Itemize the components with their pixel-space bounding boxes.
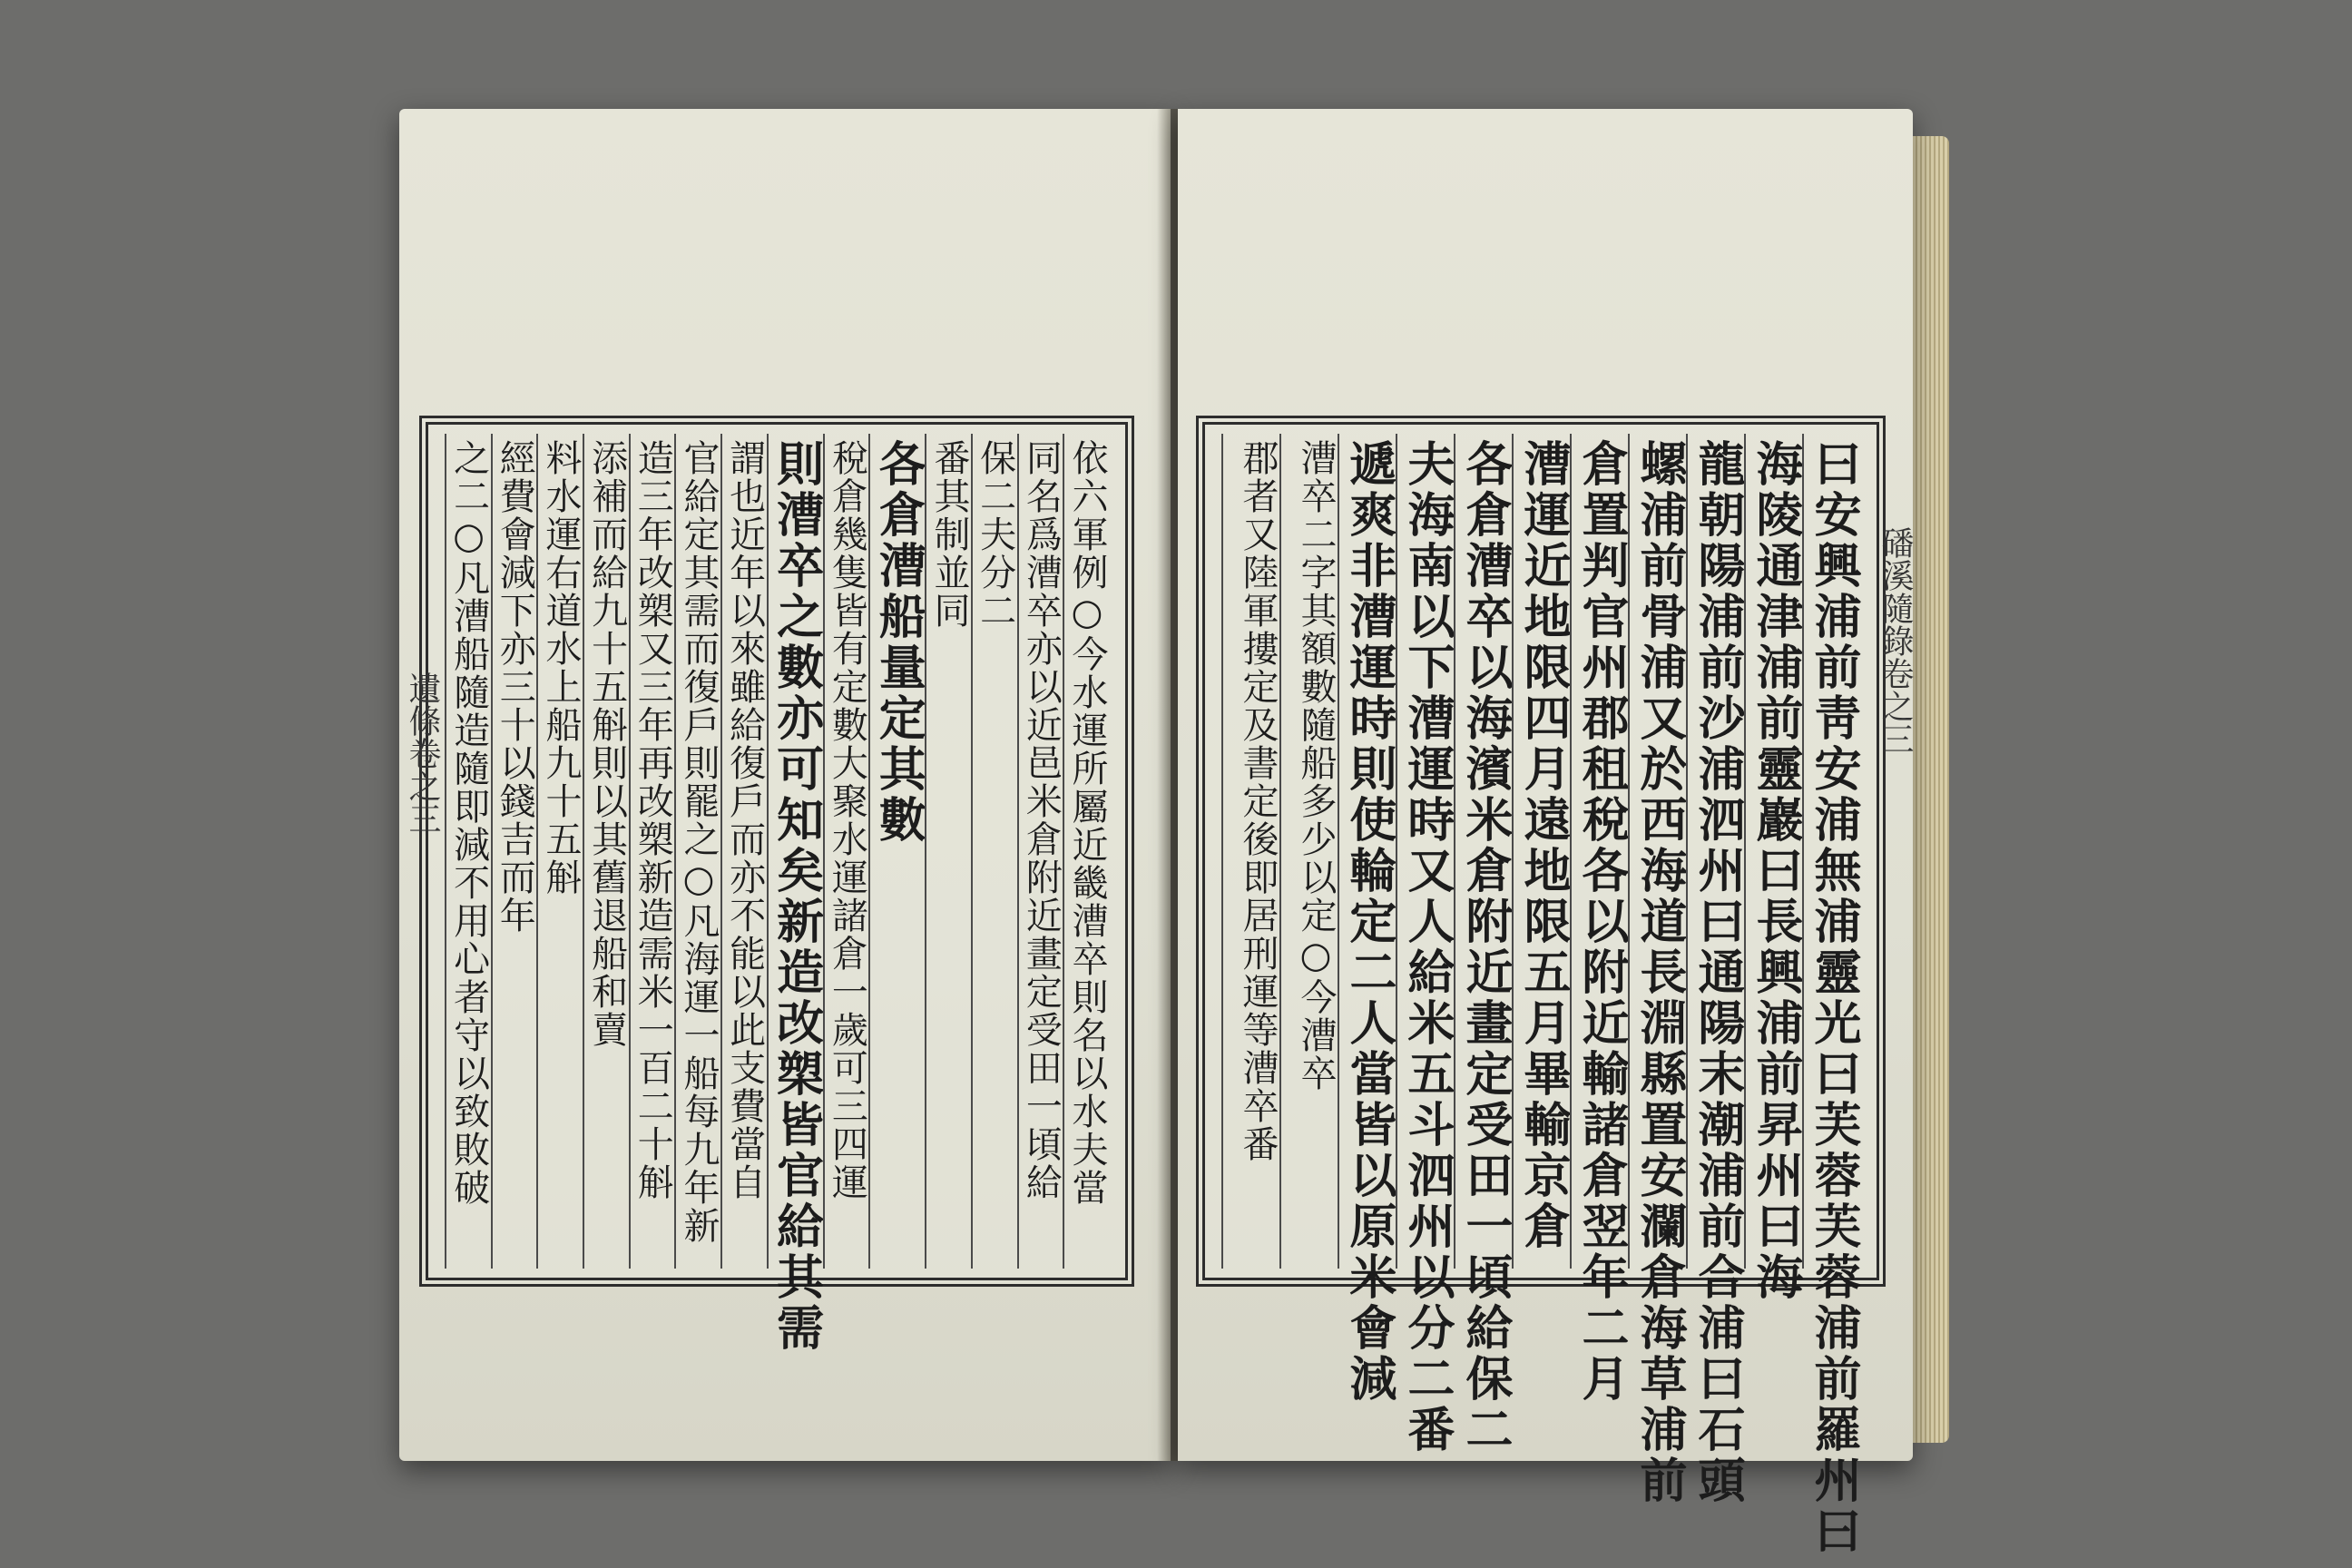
right-text-column: 夫海南以下漕運時又人給米五斗泗州以分二番 bbox=[1396, 434, 1454, 1269]
left-page bbox=[399, 109, 1171, 1461]
right-columns bbox=[1221, 434, 1861, 1557]
right-text-column: 螺浦前骨浦又於西海道長淵縣置安瀾倉海草浦前 bbox=[1628, 434, 1686, 1269]
open-book bbox=[399, 109, 1978, 1557]
right-text-column: 曰安興浦前靑安浦無浦靈光曰芙蓉芙蓉浦前羅州曰 bbox=[1802, 434, 1860, 1269]
left-text-column: 謂也近年以來雖給復戶而亦不能以此支費當自 bbox=[720, 434, 767, 1269]
right-text-column: 遞爽非漕運時則使輪定二人當皆以原米會減 bbox=[1338, 434, 1396, 1269]
left-text-column: 經費會減下亦三十以錢吉而年 bbox=[491, 434, 537, 1269]
left-text-column: 各倉漕船量定其數 bbox=[868, 434, 925, 1269]
left-text-column: 則漕卒之數亦可知矣新造改槊皆官給其需 bbox=[767, 434, 823, 1269]
left-text-column: 料水運右道水上船九十五斛 bbox=[536, 434, 583, 1269]
right-text-column: 倉置判官州郡租稅各以附近輸諸倉翌年二月 bbox=[1570, 434, 1628, 1269]
right-text-column: 漕運近地限四月遠地限五月畢輸京倉 bbox=[1512, 434, 1570, 1269]
left-text-column: 依六軍例○今水運所屬近畿漕卒則名以水夫當 bbox=[1063, 434, 1109, 1269]
left-text-column: 添補而給九十五斛則以其舊退船和賣 bbox=[583, 434, 629, 1269]
left-margin-title: 遺條卷之三 bbox=[404, 671, 441, 835]
left-text-column: 番其制並同 bbox=[925, 434, 971, 1269]
left-text-frame bbox=[419, 416, 1134, 1354]
right-text-column: 龍朝陽浦前沙浦泗州曰通陽末潮浦前合浦曰石頭 bbox=[1686, 434, 1744, 1269]
right-text-column: 漕卒二字其額數隨船多少以定○今漕卒 bbox=[1279, 434, 1338, 1269]
left-text-column: 造三年改槊又三年再改槊新造需米一百二十斛 bbox=[629, 434, 675, 1269]
right-text-column: 海陵通津浦前靈巖曰長興浦前昇州曰海 bbox=[1744, 434, 1802, 1269]
left-text-column: 同名爲漕卒亦以近邑米倉附近畫定受田一頃給 bbox=[1017, 434, 1063, 1269]
left-columns bbox=[445, 434, 1109, 1354]
right-margin-title: 磻溪隨錄卷之三 bbox=[1877, 526, 1914, 755]
page-edges bbox=[1913, 136, 1949, 1443]
right-page bbox=[1178, 109, 1914, 1557]
left-text-column: 稅倉幾隻皆有定數大聚水運諸倉一歲可三四運 bbox=[823, 434, 869, 1269]
left-text-column: 官給定其需而復戶則罷之○凡海運一船每九年新 bbox=[674, 434, 720, 1269]
right-text-column: 各倉漕卒以海濱米倉附近畫定受田一頃給保二 bbox=[1454, 434, 1512, 1269]
left-text-column: 保二夫分二 bbox=[971, 434, 1017, 1269]
left-text-column: 之二○凡漕船隨造隨即減不用心者守以致敗破 bbox=[445, 434, 491, 1269]
right-text-column: 郡者又陸軍摟定及書定後即居刑運等漕卒番 bbox=[1221, 434, 1279, 1269]
right-text-frame bbox=[1196, 416, 1886, 1557]
